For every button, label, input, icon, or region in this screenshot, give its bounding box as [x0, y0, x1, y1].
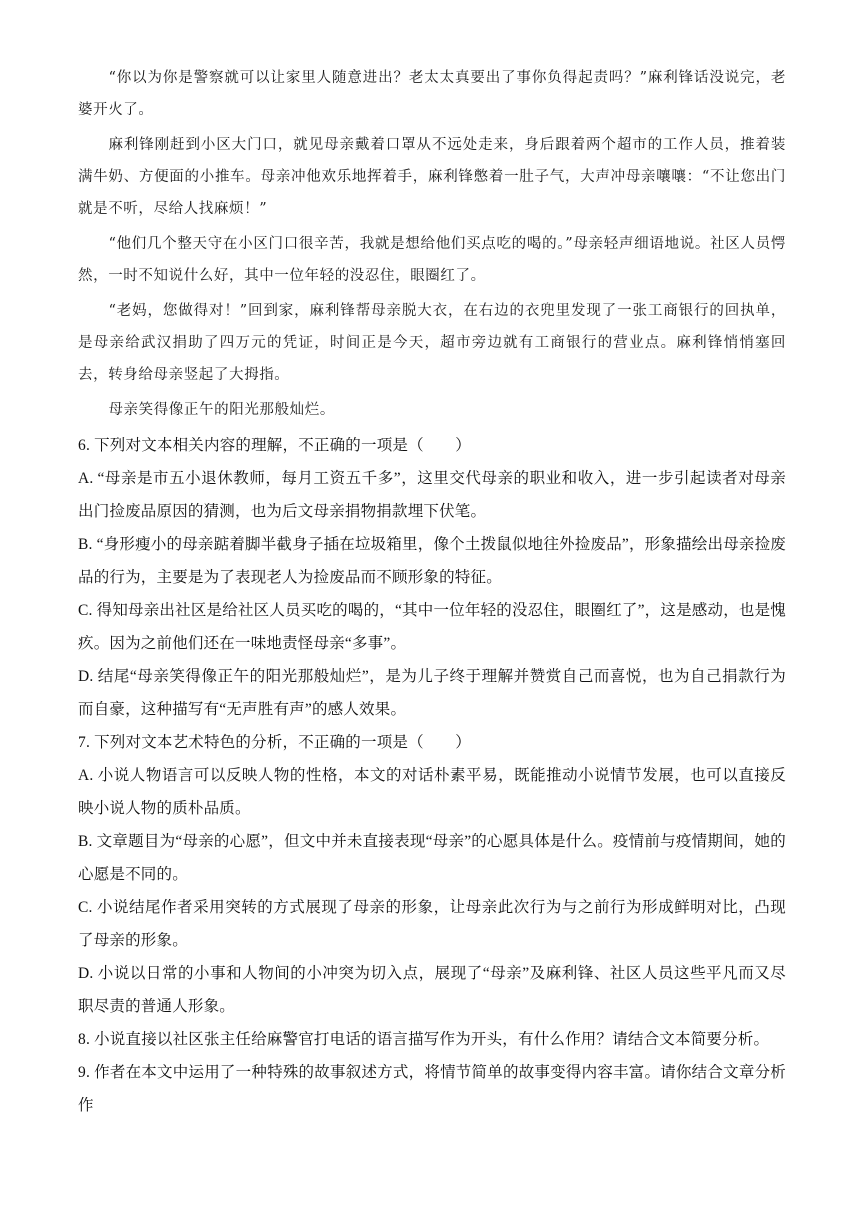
option-letter: B.	[78, 833, 93, 850]
option-text: “身形瘦小的母亲踮着脚半截身子插在垃圾箱里，像个土拨鼠似地往外捡废品”，形象描绘出母亲捡废品的行为，主要是为了表现老人为捡废品而不顾形象的特征。	[78, 536, 786, 586]
question-6	[78, 429, 786, 726]
option-c	[78, 891, 786, 957]
story-paragraph: “你以为你是警察就可以让家里人随意进出？老太太真要出了事你负得起责吗？”麻利锋话没说完，老婆开火了。	[78, 70, 786, 118]
option-text: 得知母亲出社区是给社区人员买吃的喝的，“其中一位年轻的没忍住，眼圈红了”，这是感动，也是愧疚。因为之前他们还在一味地责怪母亲“多事”。	[78, 602, 786, 652]
question-stem: 6. 下列对文本相关内容的理解，不正确的一项是（ ）	[78, 437, 471, 454]
option-letter: C.	[78, 899, 93, 916]
option-c	[78, 594, 786, 660]
option-letter: D.	[78, 668, 94, 685]
page-content	[78, 62, 786, 1122]
option-letter: A.	[78, 470, 94, 487]
question-7	[78, 726, 786, 1023]
option-b	[78, 528, 786, 594]
option-b	[78, 825, 786, 891]
option-d	[78, 957, 786, 1023]
option-a	[78, 462, 786, 528]
question-list	[78, 429, 786, 1122]
option-a	[78, 759, 786, 825]
question-9	[78, 1056, 786, 1122]
option-text: “母亲是市五小退休教师，每月工资五千多”，这里交代母亲的职业和收入，进一步引起读者对母亲出门捡废品原因的猜测，也为后文母亲捐物捐款埋下伏笔。	[78, 470, 786, 520]
question-stem: 9. 作者在本文中运用了一种特殊的故事叙述方式，将情节简单的故事变得内容丰富。请你结合文章分析作	[78, 1064, 786, 1114]
option-text: 结尾“母亲笑得像正午的阳光那般灿烂”，是为儿子终于理解并赞赏自己而喜悦，也为自己捐款行为而自豪，这种描写有“无声胜有声”的感人效果。	[78, 668, 786, 718]
question-8	[78, 1023, 786, 1056]
option-text: 小说以日常的小事和人物间的小冲突为切入点，展现了“母亲”及麻利锋、社区人员这些平凡而又尽职尽责的普通人形象。	[78, 965, 786, 1015]
story-excerpt	[78, 62, 786, 426]
option-letter: B.	[78, 536, 93, 553]
story-paragraph: “他们几个整天守在小区门口很辛苦，我就是想给他们买点吃的喝的。”母亲轻声细语地说。社区人员愕然，一时不知说什么好，其中一位年轻的没忍住，眼圈红了。	[78, 236, 786, 284]
option-letter: C.	[78, 602, 93, 619]
story-paragraph: 麻利锋刚赶到小区大门口，就见母亲戴着口罩从不远处走来，身后跟着两个超市的工作人员，推着装满牛奶、方便面的小推车。母亲冲他欢乐地挥着手，麻利锋憋着一肚子气，大声冲母亲嚷嚷：“不让您出门就是不听，尽给人找麻烦！”	[78, 137, 786, 217]
question-stem: 8. 小说直接以社区张主任给麻警官打电话的语言描写作为开头，有什么作用？请结合文本简要分析。	[78, 1031, 770, 1048]
story-paragraph: “老妈，您做得对！”回到家，麻利锋帮母亲脱大衣，在右边的衣兜里发现了一张工商银行的回执单，是母亲给武汉捐助了四万元的凭证，时间正是今天，超市旁边就有工商银行的营业点。麻利锋悄悄塞回去，转身给母亲竖起了大拇指。	[78, 303, 786, 383]
story-paragraph: 母亲笑得像正午的阳光那般灿烂。	[108, 402, 335, 418]
option-text: 小说人物语言可以反映人物的性格，本文的对话朴素平易，既能推动小说情节发展，也可以直接反映小说人物的质朴品质。	[78, 767, 786, 817]
option-text: 文章题目为“母亲的心愿”，但文中并未直接表现“母亲”的心愿具体是什么。疫情前与疫情期间，她的心愿是不同的。	[78, 833, 786, 883]
option-letter: D.	[78, 965, 94, 982]
option-text: 小说结尾作者采用突转的方式展现了母亲的形象，让母亲此次行为与之前行为形成鲜明对比，凸现了母亲的形象。	[78, 899, 786, 949]
option-letter: A.	[78, 767, 94, 784]
option-d	[78, 660, 786, 726]
question-stem: 7. 下列对文本艺术特色的分析，不正确的一项是（ ）	[78, 734, 471, 751]
